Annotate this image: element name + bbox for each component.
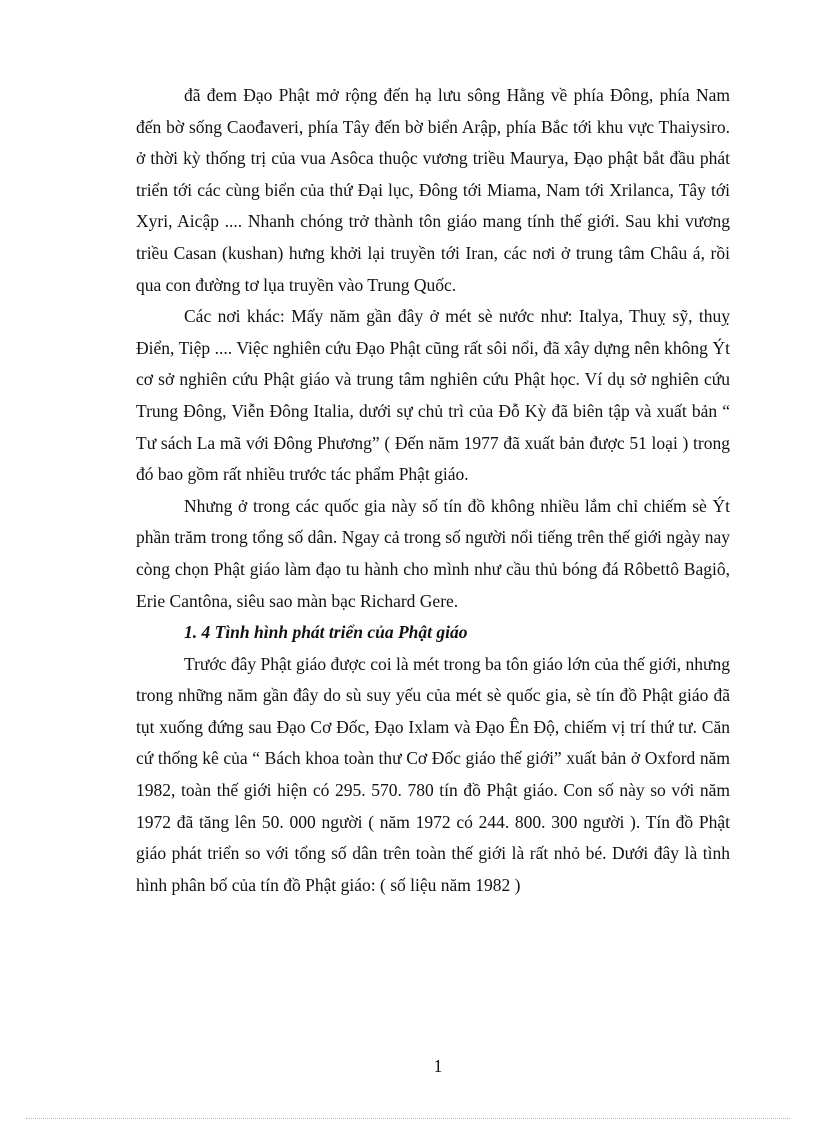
page-number: 1 <box>433 1056 443 1076</box>
paragraph-few-followers: Nhưng ở trong các quốc gia này số tín đồ không nhiều lắm chỉ chiếm sè Ýt phần trăm trong tổng số dân. Ngay cả trong số người nổi tiếng trên thế giới ngày nay còng chọn Phật giáo làm đạo tu hành cho mình như cầu thủ bóng đá Rôbettô Bagiô, Erie Cantôna, siêu sao màn bạc Richard Gere. <box>136 495 730 611</box>
section-heading: 1. 4 Tình hình phát triển của Phật giáo <box>184 622 468 643</box>
page-bottom-divider <box>26 1118 790 1119</box>
paragraph-development-status: Trước đây Phật giáo được coi là mét trong ba tôn giáo lớn của thế giới, nhưng trong những năm gần đây do sù suy yếu của mét sè quốc gia, sè tín đồ Phật giáo đã tụt xuống đứng sau Đạo Cơ Đốc, Đạo Ixlam và Đạo Ên Độ, chiếm vị trí thứ tư. Căn cứ thống kê của “ Bách khoa toàn thư Cơ Đốc giáo thế giới” xuất bản ở Oxford năm 1982, toàn thế giới hiện có 295. 570. 780 tín đồ Phật giáo. Con số này so với năm 1972 đã tăng lên 50. 000 người ( năm 1972 có 244. 800. 300 người ). Tín đồ Phật giáo phát triển so với tổng số dân trên toàn thế giới là rất nhỏ bé. Dưới đây là tình hình phân bố của tín đồ Phật giáo: ( số liệu năm 1982 ) <box>136 653 730 895</box>
document-body <box>136 80 730 901</box>
paragraph-spread-of-buddhism: đã đem Đạo Phật mở rộng đến hạ lưu sông Hằng về phía Đông, phía Nam đến bờ sống Caođaveri, phía Tây đến bờ biển Arập, phía Bắc tới khu vực Thaiysiro. ở thời kỳ thống trị của vua Asôca thuộc vương triều Maurya, Đạo phật bắt đầu phát triển tới các cùng biển của thứ Đại lục, Đông tới Miama, Nam tới Xrilanca, Tây tới Xyri, Aicập .... Nhanh chóng trở thành tôn giáo mang tính thế giới. Sau khi vương triều Casan (kushan) hưng khởi lại truyền tới Iran, các nơi ở trung tâm Châu á, rồi qua con đường tơ lụa truyền vào Trung Quốc. <box>136 85 730 295</box>
paragraph-other-places: Các nơi khác: Mấy năm gần đây ở mét sè nước như: Italya, Thuỵ sỹ, thuỵ Điển, Tiệp .... Việc nghiên cứu Đạo Phật cũng rất sôi nổi, đã xây dựng nên không Ýt cơ sở nghiên cứu Phật giáo và trung tâm nghiên cứu Phật học. Ví dụ sở nghiên cứu Trung Đông, Viễn Đông Italia, dưới sự chủ trì của Đỗ Kỳ đã biên tập và xuất bản “ Tư sách La mã với Đông Phương” ( Đến năm 1977 đã xuất bản được 51 loại ) trong đó bao gồm rất nhiều trước tác phẩm Phật giáo. <box>136 306 730 485</box>
